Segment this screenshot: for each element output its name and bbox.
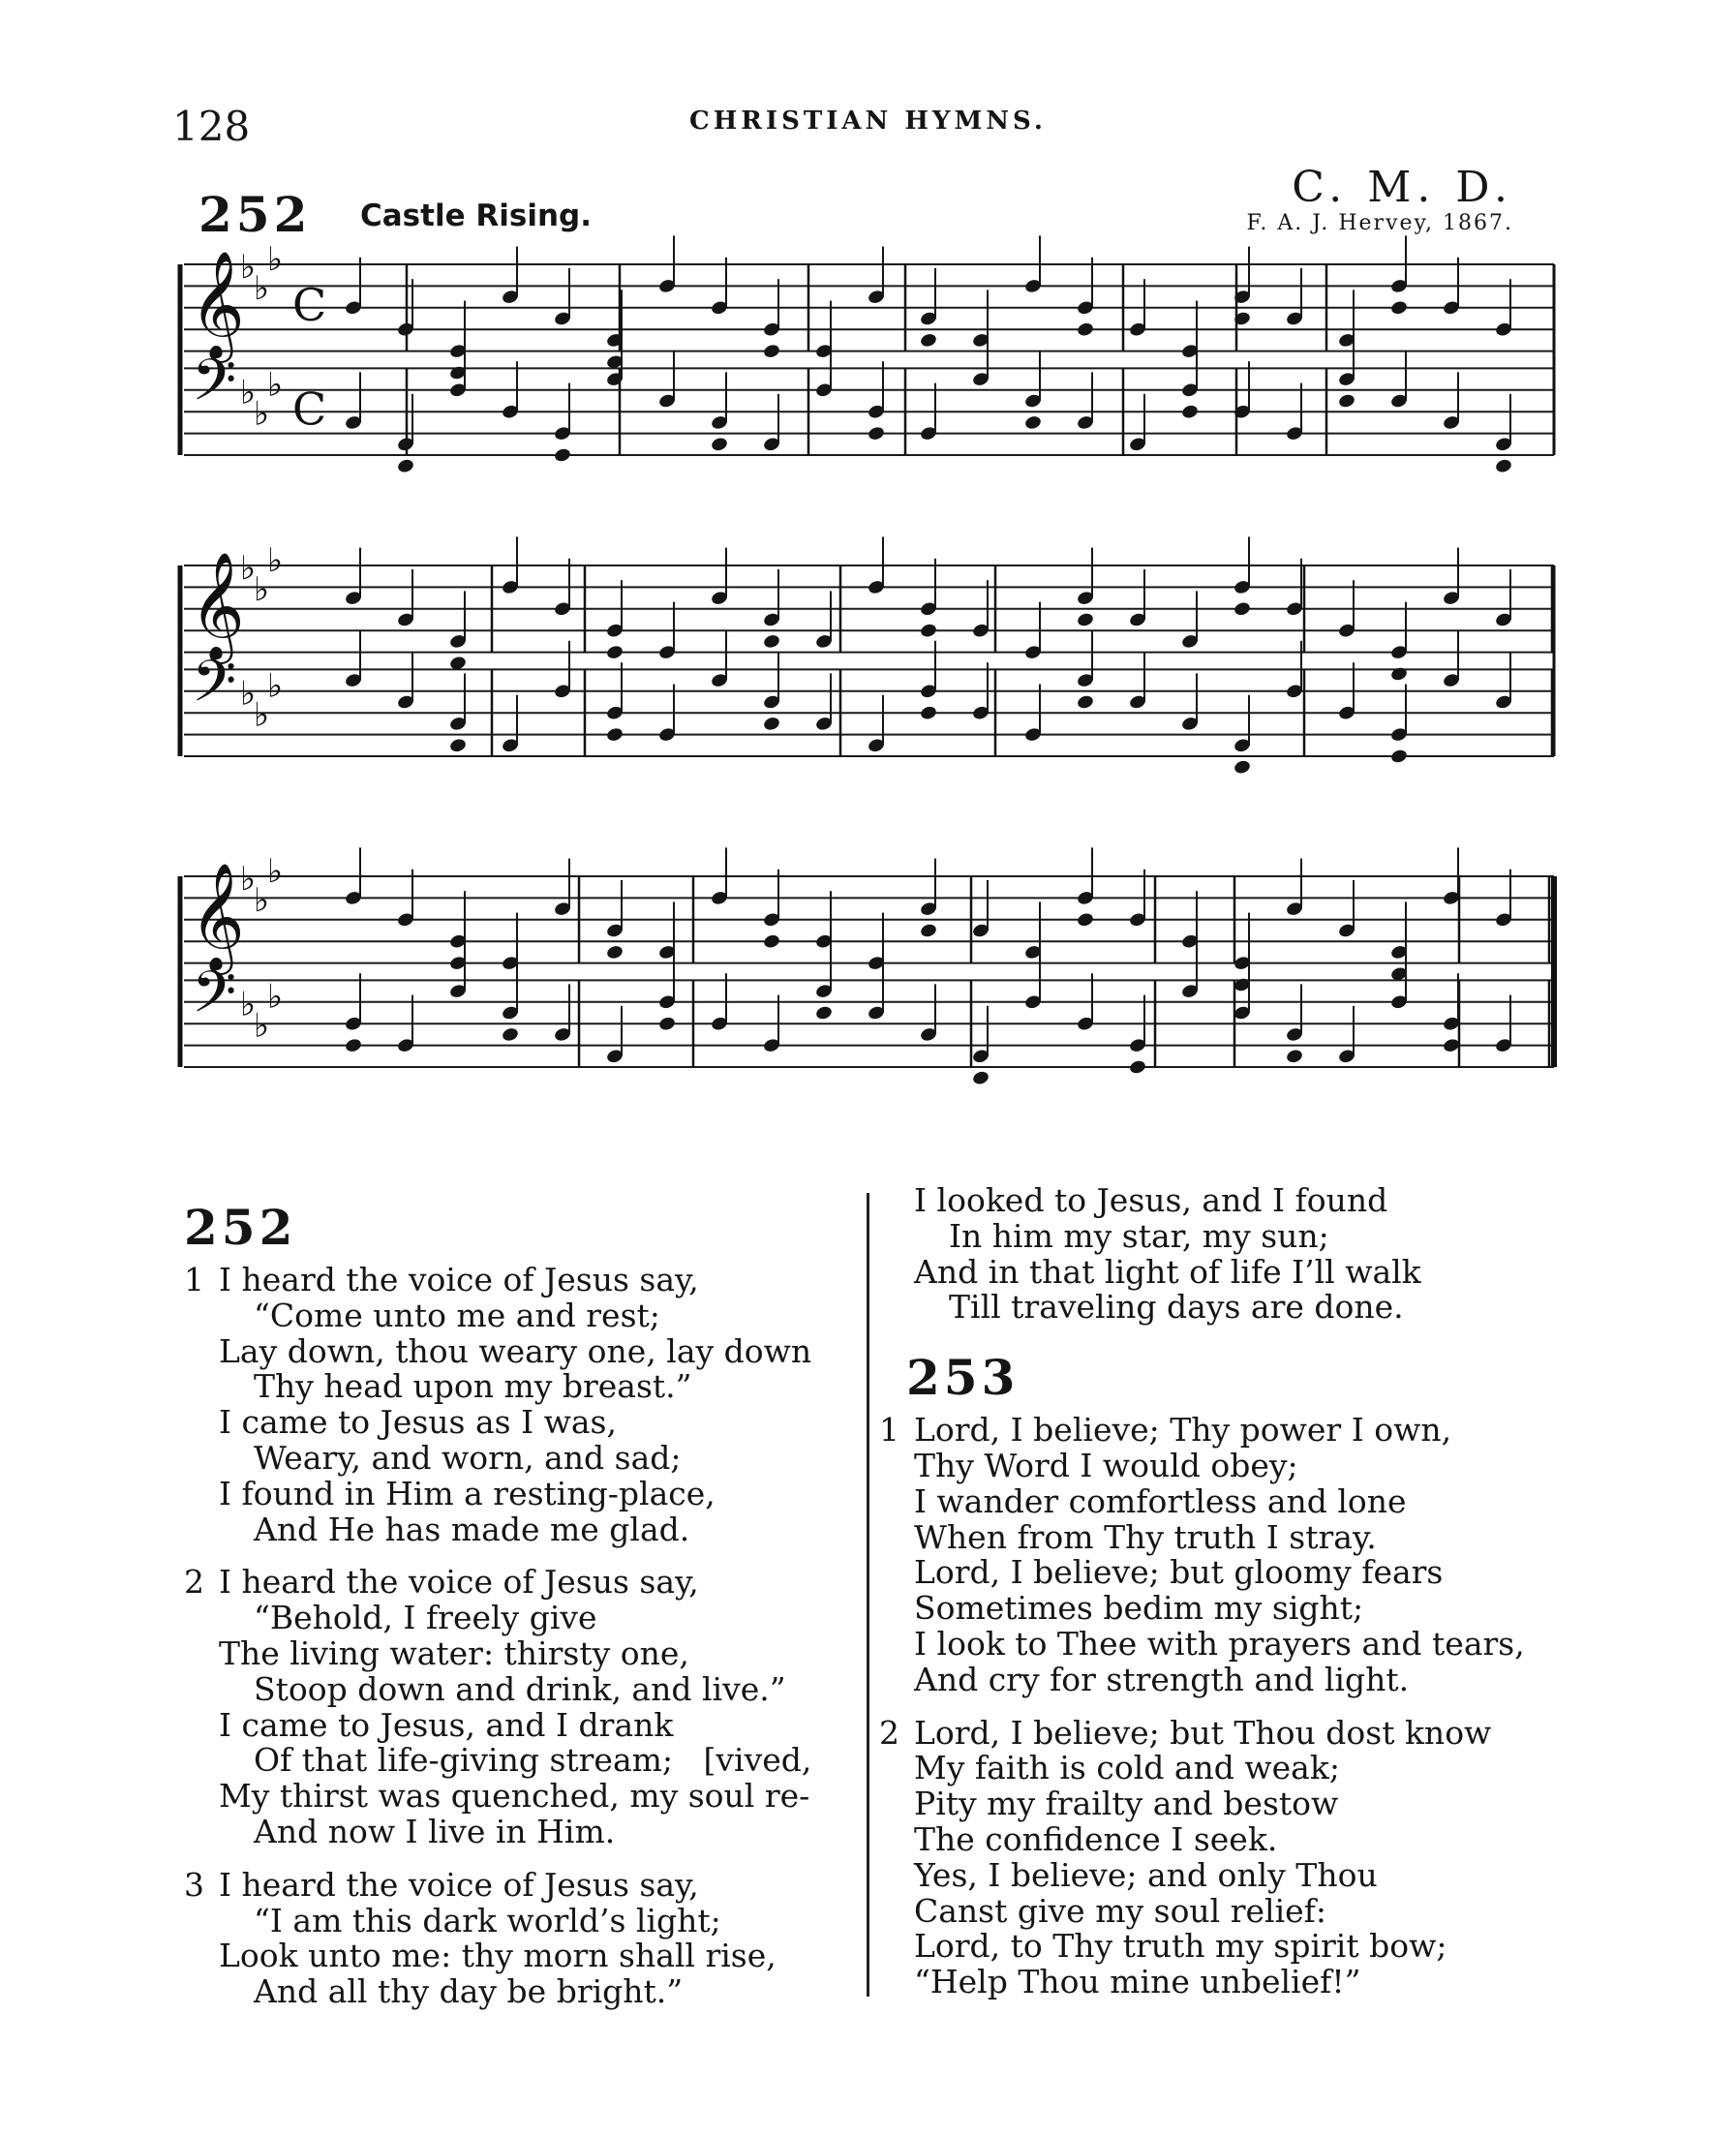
- verse-text: Weary, and worn, and sad;: [254, 1438, 682, 1477]
- bass-clef-icon: 𝄢: [192, 346, 237, 428]
- verse-line: [879, 1555, 1525, 1591]
- verse-line: [184, 1633, 811, 1672]
- flat-icon: ♭: [267, 666, 284, 706]
- treble-note: [762, 343, 780, 359]
- treble-note: [1076, 321, 1094, 338]
- verse-text: “I am this dark world’s light;: [254, 1901, 721, 1939]
- treble-note: [762, 933, 780, 950]
- verse-line: [879, 1252, 1525, 1291]
- verse-line: [879, 1290, 1525, 1326]
- verse-text: My faith is cold and weak;: [914, 1749, 1340, 1787]
- flat-icon: ♭: [254, 695, 270, 735]
- treble-note: [605, 644, 624, 660]
- treble-note: [1389, 666, 1408, 683]
- verse-text: The confidence I seek.: [914, 1819, 1278, 1858]
- verse-line: [184, 1705, 811, 1744]
- bass-note: [344, 1037, 362, 1053]
- verse-text: Pity my frailty and bestow: [914, 1785, 1339, 1823]
- verse-line: [879, 1216, 1525, 1255]
- verse-text: Lay down, thou weary one, lay down: [219, 1331, 812, 1370]
- verse-text: Look unto me: thy morn shall rise,: [219, 1937, 777, 1975]
- bass-note: [553, 447, 571, 464]
- stanza-gap: [879, 1326, 1525, 1343]
- treble-note: [1389, 299, 1408, 316]
- verse-line: [184, 1474, 811, 1512]
- verse-text: In him my star, my sun;: [949, 1216, 1329, 1255]
- treble-clef-icon: 𝄞: [190, 551, 245, 659]
- verse-line: [879, 1786, 1525, 1822]
- verse-line: [184, 1331, 812, 1370]
- flat-icon: ♭: [267, 852, 284, 891]
- verse-text: I look to Thee with prayers and tears,: [914, 1624, 1525, 1663]
- verse-text: My thirst was quenched, my soul re-: [219, 1777, 810, 1816]
- treble-note: [1076, 612, 1094, 628]
- stanza-number: 1: [879, 1411, 899, 1450]
- composer: F. A. J. Hervey, 1867.: [1246, 211, 1513, 235]
- hymn-252-text-left: [184, 1193, 811, 2010]
- flat-icon: ♭: [267, 541, 284, 580]
- flat-icon: ♭: [254, 1006, 270, 1046]
- bass-note: [710, 436, 728, 452]
- treble-note: [919, 623, 937, 639]
- verse-text: Till traveling days are done.: [949, 1288, 1404, 1327]
- verse-text: Stoop down and drink, and live.”: [254, 1669, 786, 1708]
- bass-note: [1442, 1037, 1460, 1053]
- treble-clef-icon: 𝄞: [190, 862, 245, 970]
- verse-line: [879, 1929, 1525, 1965]
- page-number: 128: [172, 103, 251, 150]
- verse-line: [184, 1865, 811, 1904]
- bass-note: [448, 737, 467, 753]
- verse-text: Of that life-giving stream; [vived,: [254, 1741, 812, 1780]
- treble-note: [762, 633, 780, 650]
- verse-text: The living water: thirsty one,: [219, 1633, 689, 1672]
- verse-text: I came to Jesus, and I drank: [219, 1705, 674, 1744]
- treble-note: [919, 332, 937, 349]
- verse-line: [184, 1369, 811, 1405]
- flat-icon: ♭: [254, 269, 270, 308]
- hymn-number: 252: [198, 186, 312, 243]
- bass-clef-icon: 𝄢: [192, 647, 237, 729]
- tune-name: Castle Rising.: [360, 198, 592, 233]
- verse-line: [184, 1512, 811, 1548]
- verse-line: [879, 1891, 1525, 1930]
- flat-icon: ♭: [254, 394, 270, 434]
- text-hymn-number: 253: [906, 1349, 1020, 1407]
- flat-icon: ♭: [267, 365, 284, 405]
- flat-icon: ♭: [267, 240, 284, 279]
- verse-text: “Come unto me and rest;: [254, 1296, 660, 1334]
- verse-text: And cry for strength and light.: [914, 1660, 1410, 1698]
- verse-line: [879, 1517, 1525, 1556]
- bass-note: [919, 705, 937, 721]
- stanza-number: 1: [184, 1261, 204, 1298]
- verse-line: [879, 1660, 1525, 1698]
- hymn-text-right: [879, 1183, 1525, 2000]
- verse-line: [184, 1263, 811, 1298]
- verse-text: Lord, to Thy truth my spirit bow;: [914, 1927, 1447, 1966]
- verse-text: Sometimes bedim my sight;: [914, 1589, 1364, 1628]
- bass-note: [1180, 404, 1199, 420]
- bass-note: [501, 1026, 519, 1043]
- verse-line: [879, 1751, 1525, 1786]
- bass-note: [1285, 1048, 1303, 1064]
- verse-line: [184, 1601, 811, 1636]
- flat-icon: ♭: [267, 977, 284, 1017]
- bass-note: [762, 716, 780, 732]
- bass-note: [1023, 414, 1042, 431]
- verse-line: [879, 1713, 1525, 1752]
- verse-text: And He has made me glad.: [254, 1510, 690, 1548]
- verse-text: Lord, I believe; but Thou dost know: [914, 1713, 1492, 1752]
- verse-line: [184, 1438, 811, 1477]
- verse-text: Thy head upon my breast.”: [254, 1367, 692, 1406]
- stanza-number: 3: [184, 1865, 204, 1904]
- verse-line: [184, 1565, 811, 1601]
- verse-text: And now I live in Him.: [254, 1812, 616, 1850]
- common-time-icon: C: [292, 279, 327, 331]
- flat-icon: ♭: [254, 570, 270, 609]
- verse-text: Thy Word I would obey;: [914, 1446, 1298, 1484]
- verse-line: [184, 1974, 811, 2010]
- verse-text: And in that light of life I’ll walk: [914, 1252, 1421, 1291]
- verse-text: I heard the voice of Jesus say,: [219, 1563, 699, 1602]
- verse-line: [879, 1624, 1525, 1663]
- running-head: CHRISTIAN HYMNS.: [689, 107, 1047, 136]
- bass-note: [971, 1070, 990, 1086]
- verse-text: I came to Jesus as I was,: [219, 1403, 617, 1442]
- flat-icon: ♭: [254, 881, 270, 920]
- bass-note: [1233, 759, 1251, 776]
- verse-line: [184, 1901, 811, 1939]
- flat-icon: ♭: [240, 674, 257, 714]
- verse-text: I heard the voice of Jesus say,: [219, 1261, 699, 1298]
- stanza-number: 2: [879, 1713, 899, 1752]
- verse-line: [879, 1819, 1525, 1858]
- treble-note: [1233, 600, 1251, 617]
- bass-note: [1128, 1059, 1146, 1076]
- verse-line: [879, 1481, 1525, 1520]
- treble-note: [1076, 911, 1094, 928]
- verse-line: [879, 1965, 1525, 2000]
- verse-line: [879, 1591, 1525, 1627]
- verse-text: I looked to Jesus, and I found: [914, 1181, 1388, 1219]
- common-time-icon: C: [292, 382, 327, 436]
- verse-text: Yes, I believe; and only Thou: [914, 1855, 1378, 1894]
- verse-text: Canst give my soul relief:: [914, 1891, 1327, 1930]
- column-divider: [867, 1193, 869, 1997]
- verse-line: [184, 1743, 811, 1779]
- bass-clef-icon: 𝄢: [192, 958, 237, 1040]
- bass-note: [396, 458, 414, 474]
- verse-text: I heard the voice of Jesus say,: [219, 1865, 699, 1904]
- verse-text: I wander comfortless and lone: [914, 1481, 1407, 1520]
- verse-line: [184, 1405, 811, 1441]
- stanza-number: 2: [184, 1563, 204, 1602]
- treble-note: [605, 944, 624, 961]
- verse-line: [879, 1413, 1525, 1449]
- verse-text: I found in Him a resting-place,: [219, 1474, 716, 1512]
- bass-note: [814, 1005, 833, 1022]
- meter: C. M. D.: [1292, 163, 1513, 212]
- verse-line: [184, 1779, 811, 1815]
- bass-note: [1076, 694, 1094, 711]
- flat-icon: ♭: [240, 248, 257, 287]
- verse-text: And all thy day be bright.”: [254, 1972, 684, 2011]
- verse-text: “Help Thou mine unbelief!”: [914, 1963, 1361, 2001]
- bass-note: [605, 726, 624, 743]
- verse-text: When from Thy truth I stray.: [914, 1517, 1377, 1556]
- bass-note: [657, 1016, 676, 1032]
- verse-text: “Behold, I freely give: [254, 1599, 597, 1637]
- flat-icon: ♭: [240, 860, 257, 899]
- verse-line: [184, 1669, 811, 1708]
- verse-line: [879, 1183, 1525, 1219]
- flat-icon: ♭: [240, 373, 257, 412]
- bass-note: [1389, 748, 1408, 765]
- verse-line: [879, 1855, 1525, 1894]
- bass-note: [1337, 393, 1355, 410]
- bass-note: [867, 425, 885, 442]
- treble-clef-icon: 𝄞: [190, 250, 245, 358]
- treble-note: [919, 923, 937, 939]
- flat-icon: ♭: [240, 985, 257, 1024]
- verse-text: Lord, I believe; Thy power I own,: [914, 1411, 1452, 1450]
- bass-note: [1494, 458, 1512, 474]
- verse-text: Lord, I believe; but gloomy fears: [914, 1553, 1444, 1592]
- text-hymn-number: 252: [184, 1199, 297, 1256]
- verse-line: [879, 1446, 1525, 1484]
- verse-line: [184, 1812, 811, 1850]
- verse-line: [184, 1939, 811, 1974]
- flat-icon: ♭: [240, 549, 257, 588]
- verse-line: [184, 1298, 811, 1334]
